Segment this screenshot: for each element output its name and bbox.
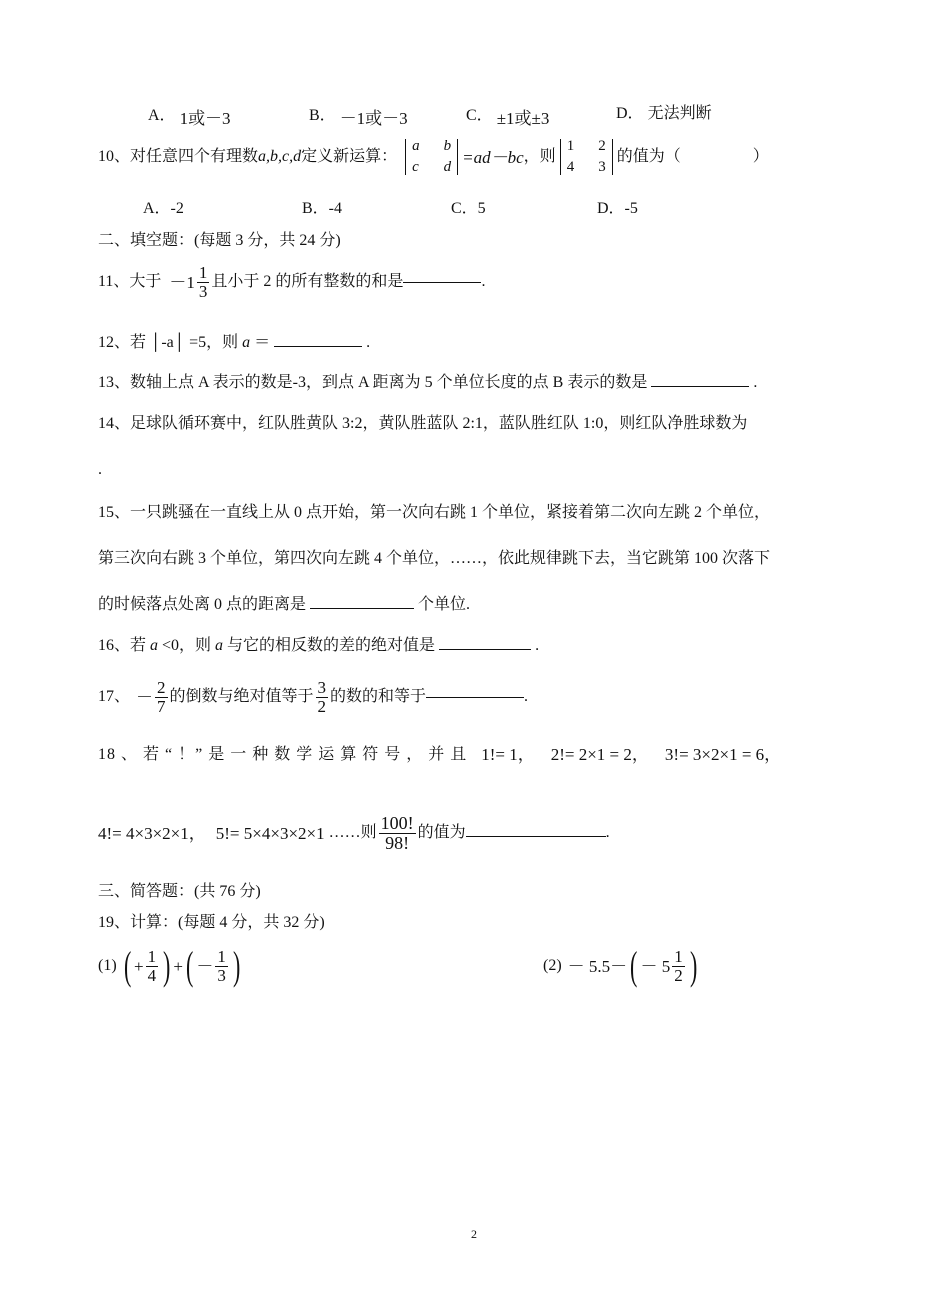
answer-blank[interactable] [439,648,531,650]
q10-formula: =ad－bc [462,147,524,167]
option-label: D． [616,105,644,122]
section-3-heading: 三、简答题：(共 76 分) [98,883,261,900]
fraction-one-third: $\frac{1}{3}$ [198,263,208,301]
answer-blank[interactable] [274,345,362,347]
fraction-100-over-98: $\frac{100!}{98!}$ [380,813,414,853]
factorial-5: 5!= 5×4×3×2×1 [215,823,325,843]
option-label: A． [148,107,176,124]
question-15-line-2: 第三次向右跳 3 个单位，第四次向左跳 4 个单位，……，依此规律跳下去，当它跳第 100 次落下 [98,550,771,567]
determinant-1243: 1 2 4 3 [560,139,613,175]
question-18-line-2: 4!= 4×3×2×1， 5!= 5×4×3×2×1 ……则 $\frac{100!}{98!}$ 的值为 . [98,813,610,853]
q10-option-b: B．-4 [302,200,343,217]
question-15-line-1: 15、一只跳骚在一直线上从 0 点开始，第一次向右跳 1 个单位，紧接着第二次向左跳 2 个单位， [98,504,771,521]
question-13: 13、数轴上点 A 表示的数是-3，到点 A 距离为 5 个单位长度的点 B 表示的数是 . [98,374,758,391]
q10-option-a: A．-2 [143,200,184,217]
fraction-three-halves: $\frac{3}{2}$ [317,678,327,716]
q10-comma: ，则 [523,148,556,165]
q10-vars: a,b,c,d [258,148,302,165]
option-text: －1或－3 [339,109,408,128]
answer-blank[interactable] [466,835,606,837]
q10-close: ） [752,148,769,165]
q9-option-c [466,106,550,128]
option-label: C． [466,107,493,124]
answer-blank[interactable] [403,281,481,283]
question-19-part-1: (1) ( + $\frac{1}{4}$ ) + ( － $\frac{1}{3}$ ) [98,943,241,988]
question-10 [98,139,769,175]
fraction-one-third: $\frac{1}{3}$ [217,946,226,985]
question-12: 12、若 │-a│ =5，则 a ＝ . [98,334,371,351]
factorial-3: 3!= 3×2×1 = 6， [664,745,782,764]
question-19-part-2: (2) － 5.5－ ( － 5 $\frac{1}{2}$ ) [543,943,698,988]
q10-option-d: D．-5 [597,200,638,217]
option-label: B． [309,107,336,124]
q10-mid: 定义新运算： [301,148,398,165]
q9-option-a [148,106,231,128]
option-text: 无法判断 [647,105,712,122]
q10-option-c: C．5 [451,200,486,217]
fraction-one-half: $\frac{1}{2}$ [674,946,683,985]
fraction-two-sevenths: $\frac{2}{7}$ [157,678,166,716]
question-11: 11、大于 －1 $\frac{1}{3}$ 且小于 2 的所有整数的和是 . [98,263,486,301]
question-16: 16、若 a <0，则 a 与它的相反数的差的绝对值是 . [98,637,540,654]
factorial-2: 2!= 2×1 = 2， [550,745,649,764]
fraction-one-quarter: $\frac{1}{4}$ [147,946,157,985]
question-19: 19、计算：(每题 4 分，共 32 分) [98,914,325,931]
answer-blank[interactable] [651,385,749,387]
answer-blank[interactable] [310,607,414,609]
answer-blank[interactable] [426,696,524,698]
factorial-1: 1!= 1， [481,745,535,764]
q9-option-d [616,106,712,122]
question-17: 17、 － $\frac{2}{7}$ 的倒数与绝对值等于 $\frac{3}{2}$ 的数的和等于 . [98,678,529,716]
option-text: ±1或±3 [496,109,550,128]
q10-suffix: 的值为（ [616,148,681,165]
section-2-heading: 二、填空题：(每题 3 分，共 24 分) [98,232,341,249]
factorial-4: 4!= 4×3×2×1， [98,823,206,843]
option-text: 1或－3 [179,109,231,128]
question-14-line-1: 14、足球队循环赛中，红队胜黄队 3:2，黄队胜蓝队 2:1，蓝队胜红队 1:0，则红队净胜球数为 [98,415,748,432]
question-14-line-2: . [98,461,102,478]
mixed-number-whole: －1 [169,272,195,292]
question-15-line-3: 的时候落点处离 0 点的距离是 个单位. [98,596,471,613]
q10-prefix: 10、对任意四个有理数 [98,148,259,165]
question-18-line-1: 18 、 若 “ ！” 是 一 种 数 学 运 算 符 号 ， 并 且 1!= 1， 2!= 2×1 = 2， 3!= 3×2×1 = 6， [98,745,782,764]
determinant-abcd: a b c d [405,139,458,175]
q9-option-b [309,106,408,128]
page-number: 2 [471,1227,477,1241]
